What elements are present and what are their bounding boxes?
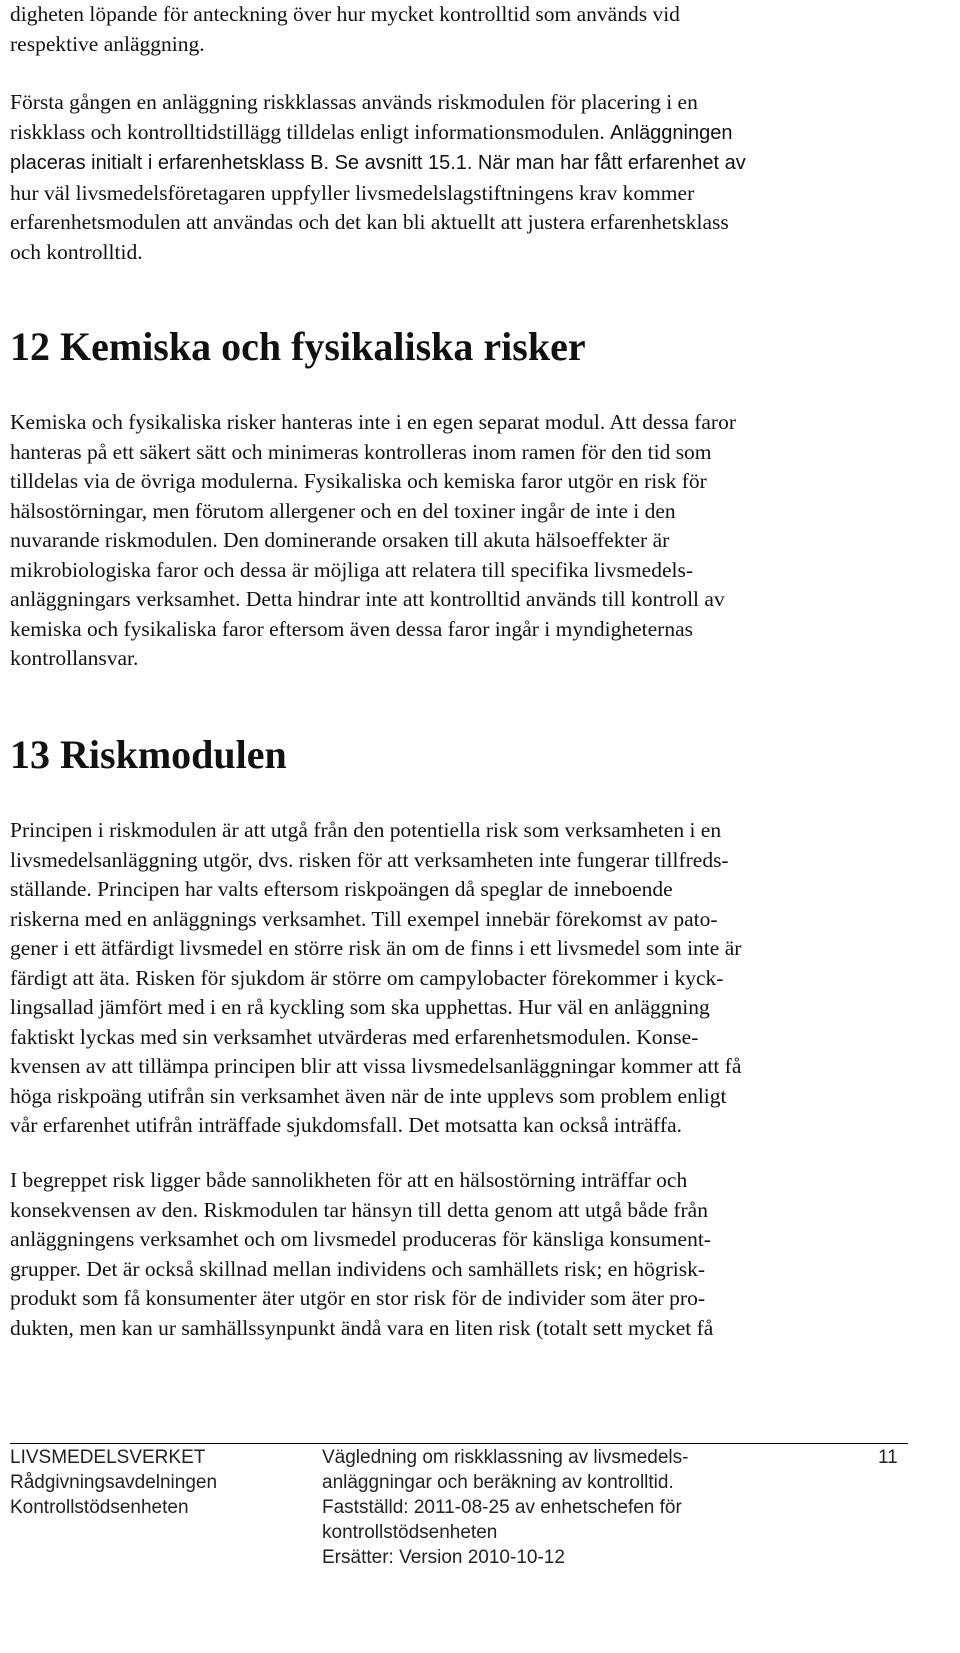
text-line: erfarenhetsmodulen att användas och det kan bli aktuellt att justera erfarenhetsklass	[10, 210, 729, 234]
text-line: färdigt att äta. Risken för sjukdom är större om campylobacter förekommer i kyck-	[10, 965, 724, 990]
text-line: hur väl livsmedelsföretagaren uppfyller livsmedelslagstiftningens krav kommer	[10, 180, 695, 205]
text-line: I begreppet risk ligger både sannolikheten för att en hälsostörning inträffar och	[10, 1168, 688, 1192]
footer-organization	[10, 1445, 217, 1520]
text-line: konsekvensen av den. Riskmodulen tar hänsyn till detta genom att utgå både från	[10, 1197, 708, 1222]
text-line: produkt som få konsumenter äter utgör en stor risk för de individer som äter pro-	[10, 1286, 705, 1310]
text-line: nuvarande riskmodulen. Den dominerande orsaken till akuta hälsoeffekter är	[10, 528, 670, 552]
section-13-paragraph-1	[10, 816, 741, 1141]
footer-document-info	[322, 1445, 688, 1570]
footer-approved: kontrollstödsenheten	[322, 1522, 498, 1543]
text-line	[10, 118, 746, 149]
footer-unit: Kontrollstödsenheten	[10, 1497, 189, 1518]
text-fragment: placeras initialt i erfarenhetsklass B. Se avsnitt 15.1.	[10, 152, 473, 174]
page-number: 11	[878, 1447, 898, 1468]
text-line: och kontrolltid.	[10, 239, 143, 264]
text-line: kontrollansvar.	[10, 646, 139, 670]
footer-rule	[10, 1443, 908, 1444]
text-line: livsmedelsanläggning utgör, dvs. risken för att verksamheten inte fungerar tillfreds-	[10, 847, 729, 872]
text-line: gener i ett ätfärdigt livsmedel en större risk än om de finns i ett livsmedel som inte är	[10, 936, 742, 960]
text-line: hälsostörningar, men förutom allergener och en del toxiner ingår de inte i den	[10, 498, 676, 523]
text-line: lingsallad jämfört med i en rå kyckling som ska upphettas. Hur väl en anläggning	[10, 995, 710, 1019]
text-line: mikrobiologiska faror och dessa är möjliga att relatera till specifika livsmedels-	[10, 557, 694, 582]
text-line: digheten löpande för anteckning över hur mycket kontrolltid som används vid	[10, 2, 680, 26]
text-line: kvensen av att tillämpa principen blir att vissa livsmedelsanläggningar kommer att få	[10, 1054, 742, 1078]
text-line: respektive anläggning.	[10, 31, 205, 56]
text-fragment: Anläggningen	[610, 121, 733, 144]
footer-approved: Fastställd: 2011-08-25 av enhetschefen för	[322, 1497, 682, 1518]
intro-paragraph	[10, 0, 680, 59]
text-line: vår erfarenhet utifrån inträffade sjukdomsfall. Det motsatta kan också inträffa.	[10, 1113, 683, 1137]
footer-replaces: Ersätter: Version 2010-10-12	[322, 1547, 565, 1568]
text-line: anläggningens verksamhet och om livsmedel produceras för känsliga konsument-	[10, 1227, 711, 1251]
text-fragment: När man har fått erfarenhet av	[477, 152, 746, 174]
section-13-paragraph-2	[10, 1166, 713, 1343]
section-12-heading: 12 Kemiska och fysikaliska risker	[10, 324, 586, 369]
text-line: faktiskt lyckas med sin verksamhet utvärderas med erfarenhetsmodulen. Konse-	[10, 1024, 699, 1049]
text-line: ställande. Principen har valts eftersom riskpoängen då speglar de inneboende	[10, 877, 673, 901]
text-line: dukten, men kan ur samhällssynpunkt ändå vara en liten risk (totalt sett mycket få	[10, 1315, 714, 1340]
text-line: hanteras på ett säkert sätt och minimeras kontrolleras inom ramen för den tid som	[10, 439, 712, 464]
text-line: Första gången en anläggning riskklassas används riskmodulen för placering i en	[10, 90, 698, 114]
text-line: grupper. Det är också skillnad mellan individens och samhällets risk; en högrisk-	[10, 1256, 706, 1281]
footer-agency: LIVSMEDELSVERKET	[10, 1447, 206, 1468]
footer-doc-title: anläggningar och beräkning av kontrolltid.	[322, 1472, 674, 1493]
footer-doc-title: Vägledning om riskklassning av livsmedels-	[322, 1447, 689, 1468]
text-line: Kemiska och fysikaliska risker hanteras inte i en egen separat modul. Att dessa faror	[10, 410, 736, 434]
text-line: kemiska och fysikaliska faror eftersom även dessa faror ingår i myndigheternas	[10, 616, 693, 641]
classification-paragraph	[10, 88, 746, 267]
section-13-heading: 13 Riskmodulen	[10, 732, 287, 777]
text-line: tilldelas via de övriga modulerna. Fysikaliska och kemiska faror utgör en risk för	[10, 469, 707, 493]
text-line	[10, 148, 746, 179]
text-line: Principen i riskmodulen är att utgå från den potentiella risk som verksamheten i en	[10, 818, 722, 842]
text-line: höga riskpoäng utifrån sin verksamhet även när de inte upplevs som problem enligt	[10, 1083, 727, 1108]
text-line: riskerna med en anläggnings verksamhet. Till exempel innebär förekomst av pato-	[10, 906, 718, 931]
page-footer	[10, 1443, 910, 1653]
text-line: anläggningars verksamhet. Detta hindrar inte att kontrolltid används till kontroll av	[10, 587, 725, 611]
footer-department: Rådgivningsavdelningen	[10, 1472, 218, 1493]
section-12-paragraph	[10, 408, 736, 674]
text-fragment: riskklass och kontrolltidstillägg tilldelas enligt informationsmodulen.	[10, 119, 605, 144]
